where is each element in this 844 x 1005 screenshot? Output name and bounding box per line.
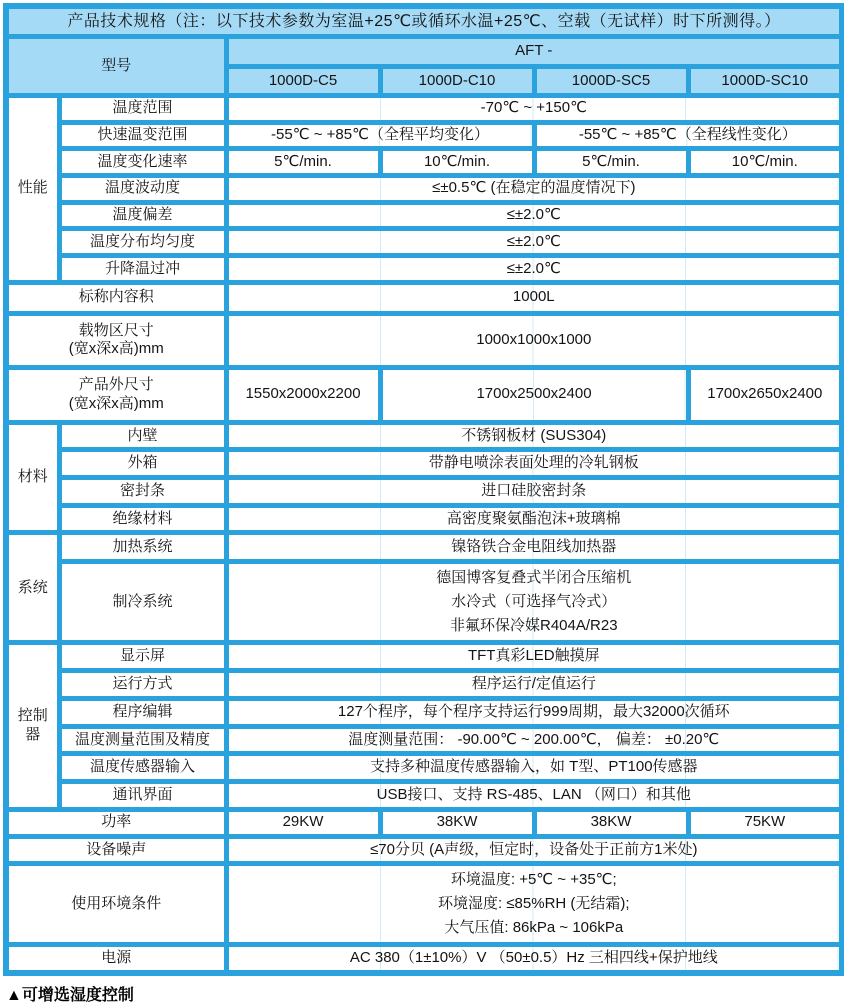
value-measure-range: 温度测量范围： -90.00℃ ~ 200.00℃， 偏差： ±0.20℃ (226, 726, 842, 754)
value-ramp-rate: 5℃/min. (226, 149, 380, 176)
value-ramp-rate: 10℃/min. (380, 149, 534, 176)
value-heating: 镍铬铁合金电阻线加热器 (226, 533, 842, 562)
value-insulation: 高密度聚氨酯泡沫+玻璃棉 (226, 505, 842, 533)
environment-line: 大气压值: 86kPa ~ 106kPa (444, 919, 624, 937)
value-display: TFT真彩LED触摸屏 (226, 643, 842, 671)
value-product-size: 1700x2500x2400 (380, 368, 688, 422)
value-sensor-input: 支持多种温度传感器输入，如 T型、PT100传感器 (226, 754, 842, 782)
value-deviation: ≤±2.0℃ (226, 202, 842, 229)
value-door-seal: 进口硅胶密封条 (226, 478, 842, 506)
value-noise: ≤70分贝 (A声级，恒定时，设备处于正前方1米处) (226, 836, 842, 864)
value-product-size: 1550x2000x2200 (226, 368, 380, 422)
row-label-outer-shell: 外箱 (59, 450, 226, 478)
model-name-cell: 1000D-C10 (380, 67, 534, 96)
row-label-programming: 程序编辑 (59, 698, 226, 726)
value-outer-shell: 带静电喷涂表面处理的冷轧钢板 (226, 450, 842, 478)
environment-line: 环境湿度: ≤85%RH (无结霜); (437, 895, 630, 913)
value-rapid-range-left: -55℃ ~ +85℃（全程平均变化） (226, 122, 534, 149)
row-label-display: 显示屏 (59, 643, 226, 671)
value-cooling (226, 562, 842, 643)
value-power-supply: AC 380（1±10%）V （50±0.5）Hz 三相四线+保护地线 (226, 945, 842, 973)
row-label-inner-wall: 内壁 (59, 422, 226, 450)
value-product-size: 1700x2650x2400 (688, 368, 842, 422)
row-label-deviation: 温度偏差 (59, 202, 226, 229)
load-size-sublabel: (宽x深x高)mm (68, 340, 164, 358)
table-title: 产品技术规格（注：以下技术参数为室温+25℃或循环水温+25℃、空载（无试样）时下所测得。） (6, 6, 842, 37)
value-communication: USB接口、支持 RS-485、LAN （网口）和其他 (226, 782, 842, 810)
row-label-temp-range: 温度范围 (59, 95, 226, 122)
spec-table (3, 3, 844, 976)
row-label-rapid-temp-range: 快速温变范围 (59, 122, 226, 149)
value-ramp-rate: 5℃/min. (534, 149, 688, 176)
model-name-cell: 1000D-SC10 (688, 67, 842, 96)
value-power: 29KW (226, 809, 380, 836)
environment-line: 环境温度: +5℃ ~ +35℃; (450, 871, 617, 889)
group-cell-performance: 性能 (6, 95, 59, 282)
row-label-power-supply: 电源 (6, 945, 226, 973)
load-size-label: 载物区尺寸 (78, 321, 154, 339)
group-cell-controller: 控制器 (6, 643, 59, 809)
row-label-power: 功率 (6, 809, 226, 836)
row-label-heating: 加热系统 (59, 533, 226, 562)
value-run-mode: 程序运行/定值运行 (226, 671, 842, 699)
model-label-cell: 型号 (6, 37, 226, 96)
row-label-environment: 使用环境条件 (6, 864, 226, 945)
value-rapid-range-right: -55℃ ~ +85℃（全程线性变化） (534, 122, 842, 149)
row-label-insulation: 绝缘材料 (59, 505, 226, 533)
value-temp-range: -70℃ ~ +150℃ (226, 95, 842, 122)
value-uniformity: ≤±2.0℃ (226, 229, 842, 256)
cooling-line: 非氟环保冷媒R404A/R23 (450, 617, 618, 635)
group-cell-material: 材料 (6, 422, 59, 533)
value-power: 38KW (380, 809, 534, 836)
model-name-cell: 1000D-C5 (226, 67, 380, 96)
row-label-overshoot: 升降温过冲 (59, 256, 226, 283)
row-label-measure-range: 温度测量范围及精度 (59, 726, 226, 754)
value-volume: 1000L (226, 282, 842, 313)
value-fluctuation: ≤±0.5℃ (在稳定的温度情况下) (226, 176, 842, 203)
row-label-fluctuation: 温度波动度 (59, 176, 226, 203)
value-ramp-rate: 10℃/min. (688, 149, 842, 176)
row-label-door-seal: 密封条 (59, 478, 226, 506)
value-inner-wall: 不锈钢板材 (SUS304) (226, 422, 842, 450)
row-label-ramp-rate: 温度变化速率 (59, 149, 226, 176)
value-load-size: 1000x1000x1000 (226, 313, 842, 367)
model-name-cell: 1000D-SC5 (534, 67, 688, 96)
row-label-communication: 通讯界面 (59, 782, 226, 810)
cooling-line: 德国博客复叠式半闭合压缩机 (436, 569, 632, 587)
footnote-humidity-option: ▲可增选湿度控制 (6, 987, 134, 1004)
series-prefix-cell: AFT - (226, 37, 842, 67)
value-power: 38KW (534, 809, 688, 836)
value-environment (226, 864, 842, 945)
row-label-volume: 标称内容积 (6, 282, 226, 313)
value-programming: 127个程序，每个程序支持运行999周期，最大32000次循环 (226, 698, 842, 726)
row-label-run-mode: 运行方式 (59, 671, 226, 699)
cooling-line: 水冷式（可选择气冷式） (451, 593, 617, 611)
row-label-uniformity: 温度分布均匀度 (59, 229, 226, 256)
product-size-sublabel: (宽x深x高)mm (68, 394, 164, 412)
row-label-cooling: 制冷系统 (59, 562, 226, 643)
row-label-sensor-input: 温度传感器输入 (59, 754, 226, 782)
value-power: 75KW (688, 809, 842, 836)
row-label-noise: 设备噪声 (6, 836, 226, 864)
row-label-load-size (6, 313, 226, 367)
product-size-label: 产品外尺寸 (78, 376, 154, 394)
value-overshoot: ≤±2.0℃ (226, 256, 842, 283)
row-label-product-size (6, 368, 226, 422)
group-cell-system: 系统 (6, 533, 59, 643)
